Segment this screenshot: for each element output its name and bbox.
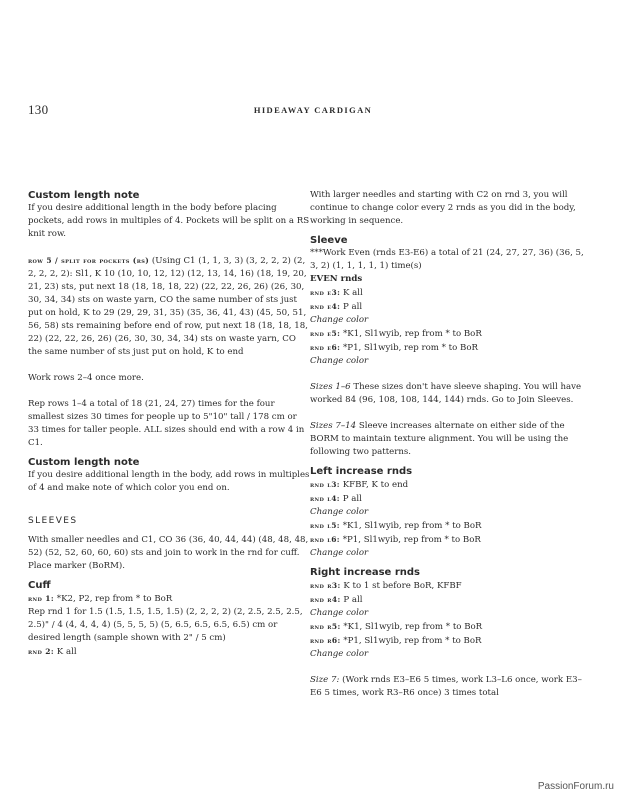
rnd2-text: K all bbox=[54, 647, 77, 657]
rnd-r5 bbox=[310, 620, 592, 634]
size-7-body: (Work rnds E3–E6 5 times, work L3–L6 once, work E3–E6 5 times, work R3–R6 once) 3 times total bbox=[310, 675, 582, 698]
sleeve-heading: Sleeve bbox=[310, 235, 348, 246]
rnd2-line bbox=[28, 645, 310, 659]
sizes-7-14-body: Sleeve increases alternate on either side of the BORM to maintain texture alignment. You will be using the following two patterns. bbox=[310, 421, 569, 457]
size-7-label: Size 7: bbox=[310, 675, 340, 685]
custom-length-text-2: If you desire additional length in the body, add rows in multiples of 4 and make note of which color you end on. bbox=[28, 470, 310, 493]
left-increase-heading: Left increase rnds bbox=[310, 466, 413, 477]
page-number: 130 bbox=[28, 102, 49, 117]
rnd-r6-text: *P1, Sl1wyib, rep from * to BoR bbox=[340, 636, 482, 646]
intro-text: With larger needles and starting with C2 on rnd 3, you will continue to change color every 2 rnds as you did in the body, working in sequence. bbox=[310, 190, 576, 226]
rnd-e3 bbox=[310, 286, 592, 300]
work-even-text: ***Work Even (rnds E3-E6) a total of 21 (24, 27, 27, 36) (36, 5, 3, 2) (1, 1, 1, 1, 1) time(s) bbox=[310, 248, 584, 271]
rnd-e6-label: rnd e6: bbox=[310, 343, 341, 352]
change-color-6: Change color bbox=[310, 649, 369, 659]
row5-text: (Using C1 (1, 1, 3, 3) (3, 2, 2, 2) (2, 2, 2, 2, 2): Sl1, K 10 (10, 10, 12, 12) (12, 13, 14, 16) (18, 19, 20, 21, 23) sts, put next 18 (18, 18, 18, 22) (22, 22, 26, 26) (26, 30, 30, 34, 34) sts on waste yarn, CO the same number of sts just put on hold, K to 29 (29, 29, 31, 35) (35, 36, 41, 43) (45, 50, 51, 56, 58) sts remaining before end of row, put next 18 (18, 18, 18, 22) (22, 22, 26, 26) (26, 30, 30, 34, 34) sts on waste yarn, CO the same number of sts just put on hold, K to end bbox=[28, 256, 308, 357]
rnd-l4 bbox=[310, 492, 592, 506]
sizes-1-6-label: Sizes 1–6 bbox=[310, 382, 351, 392]
watermark: PassionForum.ru bbox=[537, 781, 614, 792]
rnd-l5-label: rnd l5: bbox=[310, 521, 340, 530]
rnd-r3-text: K to 1 st before BoR, KFBF bbox=[340, 581, 462, 591]
rnd-e3-text: K all bbox=[340, 288, 363, 298]
row5-label: row 5 / split for pockets (rs) bbox=[28, 256, 150, 265]
rnd-r4 bbox=[310, 593, 592, 607]
rnd-l4-label: rnd l4: bbox=[310, 494, 340, 503]
change-color-4: Change color bbox=[310, 548, 369, 558]
rnd-l3-text: KFBF, K to end bbox=[339, 480, 409, 490]
right-column bbox=[310, 189, 592, 700]
rnd-e5 bbox=[310, 327, 592, 341]
sizes-1-6-text bbox=[310, 381, 592, 407]
work-rows-text: Work rows 2–4 once more. bbox=[28, 373, 144, 383]
rnd-e6 bbox=[310, 341, 592, 355]
cuff-heading: Cuff bbox=[28, 580, 51, 591]
rnd-e4-text: P all bbox=[340, 302, 363, 312]
rnd2-label: rnd 2: bbox=[28, 647, 55, 656]
custom-length-text: If you desire additional length in the body before placing pockets, add rows in multiples of 4. Pockets will be split on a RS knit row. bbox=[28, 203, 310, 239]
rnd-l5 bbox=[310, 519, 592, 533]
rnd-e6-text: *P1, Sl1wyib, rep rom * to BoR bbox=[340, 343, 478, 353]
rnd-l3-label: rnd l3: bbox=[310, 480, 340, 489]
even-rnds-label: EVEN rnds bbox=[310, 274, 363, 284]
rnd-r6-label: rnd r6: bbox=[310, 636, 341, 645]
change-color-3: Change color bbox=[310, 507, 369, 517]
rnd-r3-label: rnd r3: bbox=[310, 581, 341, 590]
rnd-e4-label: rnd e4: bbox=[310, 302, 341, 311]
row5-paragraph bbox=[28, 254, 310, 359]
rnd-e5-label: rnd e5: bbox=[310, 329, 341, 338]
rep-rows-text: Rep rows 1–4 a total of 18 (21, 24, 27) times for the four smallest sizes 30 times for people up to 5"10" tall / 178 cm or 33 times for taller people. ALL sizes should end with a row 4 in C1. bbox=[28, 399, 305, 448]
rnd-r5-label: rnd r5: bbox=[310, 622, 341, 631]
sizes-1-6-body: These sizes don't have sleeve shaping. You will have worked 84 (96, 108, 108, 144, 144) rnds. Go to Join Sleeves. bbox=[310, 382, 582, 405]
right-increase-heading: Right increase rnds bbox=[310, 567, 420, 578]
rnd-l5-text: *K1, Sl1wyib, rep from * to BoR bbox=[339, 521, 482, 531]
custom-length-heading-2: Custom length note bbox=[28, 457, 140, 468]
rnd-r4-text: P all bbox=[340, 595, 363, 605]
sizes-7-14-text bbox=[310, 420, 592, 459]
rnd-l6-text: *P1, Sl1wyib, rep from * to BoR bbox=[339, 535, 481, 545]
left-column bbox=[28, 189, 310, 659]
rep-rnd-text: Rep rnd 1 for 1.5 (1.5, 1.5, 1.5, 1.5) (2, 2, 2, 2) (2, 2.5, 2.5, 2.5, 2.5)" / 4 (4, 4, 4, 4) (5, 5, 5, 5) (5, 6.5, 6.5, 6.5, 6.5) cm or desired length (sample shown with 2" / 5 cm) bbox=[28, 607, 303, 643]
rnd-l3 bbox=[310, 478, 592, 492]
rnd1-text: *K2, P2, rep from * to BoR bbox=[54, 594, 173, 604]
change-color-5: Change color bbox=[310, 608, 369, 618]
rnd-l6-label: rnd l6: bbox=[310, 535, 340, 544]
rnd-r6 bbox=[310, 634, 592, 648]
rnd-l6 bbox=[310, 533, 592, 547]
size-7-text bbox=[310, 674, 592, 700]
change-color-1: Change color bbox=[310, 315, 369, 325]
sizes-7-14-label: Sizes 7–14 bbox=[310, 421, 357, 431]
running-head: HIDEAWAY CARDIGAN bbox=[253, 105, 373, 115]
sleeves-text: With smaller needles and C1, CO 36 (36, 40, 44, 44) (48, 48, 48, 52) (52, 52, 60, 60, 60) sts and join to work in the rnd for cuff. Place marker (BoRM). bbox=[28, 535, 309, 571]
rnd-e5-text: *K1, Sl1wyib, rep from * to BoR bbox=[340, 329, 482, 339]
custom-length-heading: Custom length note bbox=[28, 190, 140, 201]
rnd1-line bbox=[28, 592, 310, 606]
rnd-l4-text: P all bbox=[339, 494, 362, 504]
rnd-e4 bbox=[310, 300, 592, 314]
rnd-r4-label: rnd r4: bbox=[310, 595, 341, 604]
change-color-2: Change color bbox=[310, 356, 369, 366]
sleeves-heading: SLEEVES bbox=[28, 516, 78, 526]
rnd1-label: rnd 1: bbox=[28, 594, 55, 603]
rnd-r3 bbox=[310, 579, 592, 593]
rnd-e3-label: rnd e3: bbox=[310, 288, 341, 297]
rnd-r5-text: *K1, Sl1wyib, rep from * to BoR bbox=[340, 622, 483, 632]
